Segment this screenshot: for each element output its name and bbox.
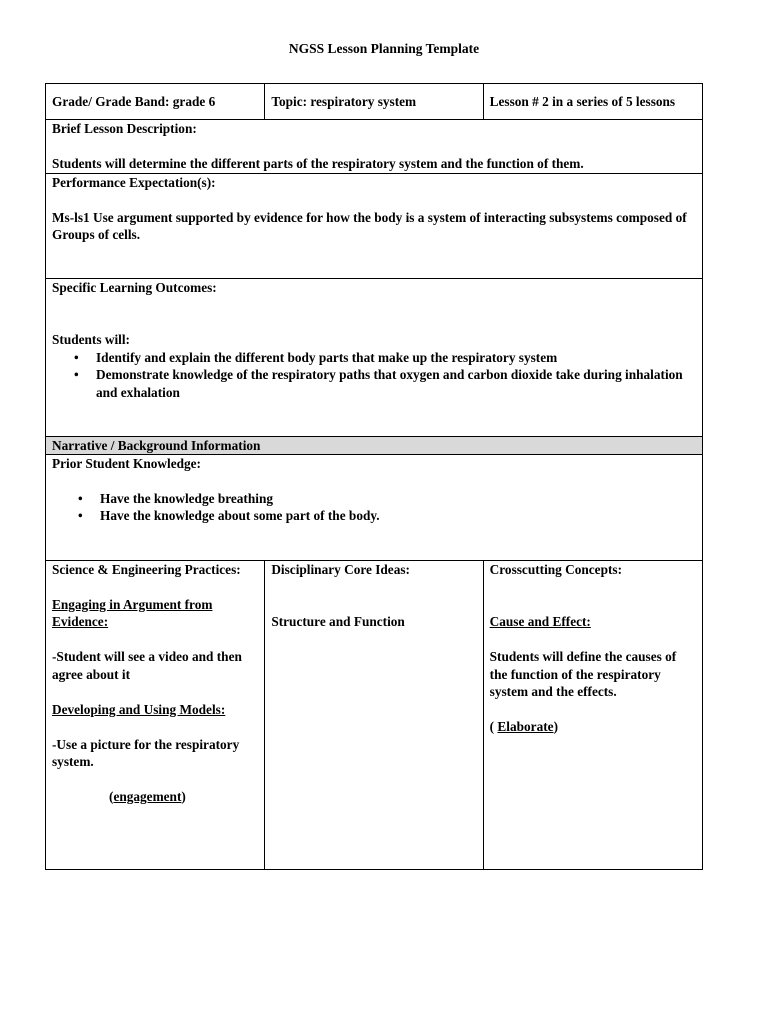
prior-knowledge-list — [52, 490, 696, 525]
learning-outcomes-cell — [46, 278, 703, 436]
list-item-text: Demonstrate knowledge of the respiratory paths that oxygen and carbon dioxide take during inhalation and exhalation — [96, 367, 683, 400]
learning-outcomes-label: Specific Learning Outcomes: — [52, 279, 217, 295]
list-item — [74, 366, 696, 401]
lesson-plan-table — [45, 83, 703, 870]
crosscutting-cell — [483, 560, 702, 869]
bullet-icon: • — [74, 349, 79, 365]
core-ideas-cell — [265, 560, 483, 869]
list-item-text: Identify and explain the different body parts that make up the respiratory system — [96, 349, 558, 365]
practices-heading-models: Developing and Using Models: — [52, 701, 226, 717]
bullet-icon: • — [78, 490, 83, 506]
grade-text: Grade/ Grade Band: grade 6 — [52, 93, 216, 109]
practices-text-argument: -Student will see a video and then agree about it — [52, 649, 242, 682]
lesson-number-text: Lesson # 2 in a series of 5 lessons — [489, 94, 676, 109]
learning-outcomes-row — [46, 278, 703, 436]
narrative-row — [46, 436, 703, 454]
list-item-text: Have the knowledge breathing — [100, 490, 273, 506]
performance-expectation-label: Performance Expectation(s): — [52, 174, 216, 190]
lesson-number-cell — [483, 84, 702, 120]
practices-cell — [46, 560, 265, 869]
prior-knowledge-row — [46, 454, 703, 560]
standards-row — [46, 560, 703, 869]
practices-heading-argument: Engaging in Argument from Evidence: — [52, 596, 213, 629]
learning-outcomes-intro: Students will: — [52, 332, 130, 347]
crosscutting-label: Crosscutting Concepts: — [489, 561, 623, 577]
brief-description-text: Students will determine the different parts of the respiratory system and the function of them. — [52, 156, 584, 171]
learning-outcomes-list — [52, 349, 696, 402]
list-item-text: Have the knowledge about some part of the body. — [100, 508, 380, 523]
performance-expectation-text: Ms-ls1 Use argument supported by evidence for how the body is a system of interacting subsystems composed of Groups of cells. — [52, 209, 687, 242]
prior-knowledge-cell — [46, 454, 703, 560]
elaborate-tag-text: Elaborate — [497, 719, 554, 734]
crosscutting-heading: Cause and Effect: — [489, 614, 591, 629]
brief-description-row — [46, 120, 703, 174]
performance-expectation-row — [46, 173, 703, 278]
prior-knowledge-label: Prior Student Knowledge: — [52, 455, 201, 471]
topic-cell — [265, 84, 483, 120]
brief-description-cell — [46, 120, 703, 174]
practices-label: Science & Engineering Practices: — [52, 561, 241, 577]
narrative-cell — [46, 436, 703, 454]
list-item — [78, 490, 696, 508]
list-item — [74, 349, 696, 367]
topic-text: Topic: respiratory system — [271, 93, 417, 109]
performance-expectation-cell — [46, 173, 703, 278]
brief-description-label: Brief Lesson Description: — [52, 121, 197, 136]
header-row — [46, 84, 703, 120]
core-ideas-label: Disciplinary Core Ideas: — [271, 561, 410, 577]
practices-text-models: -Use a picture for the respiratory system. — [52, 736, 240, 769]
narrative-label: Narrative / Background Information — [52, 437, 261, 453]
bullet-icon: • — [74, 367, 79, 382]
engagement-tag-text: engagement — [113, 789, 182, 804]
core-ideas-text: Structure and Function — [271, 614, 405, 629]
grade-cell — [46, 84, 265, 120]
document-title: NGSS Lesson Planning Template — [288, 41, 480, 56]
engagement-tag: (engagement) — [109, 789, 186, 804]
bullet-icon: • — [78, 508, 83, 523]
elaborate-tag: ( Elaborate) — [489, 719, 558, 734]
crosscutting-text: Students will define the causes of the function of the respiratory system and the effects. — [489, 649, 677, 699]
list-item — [78, 507, 696, 525]
